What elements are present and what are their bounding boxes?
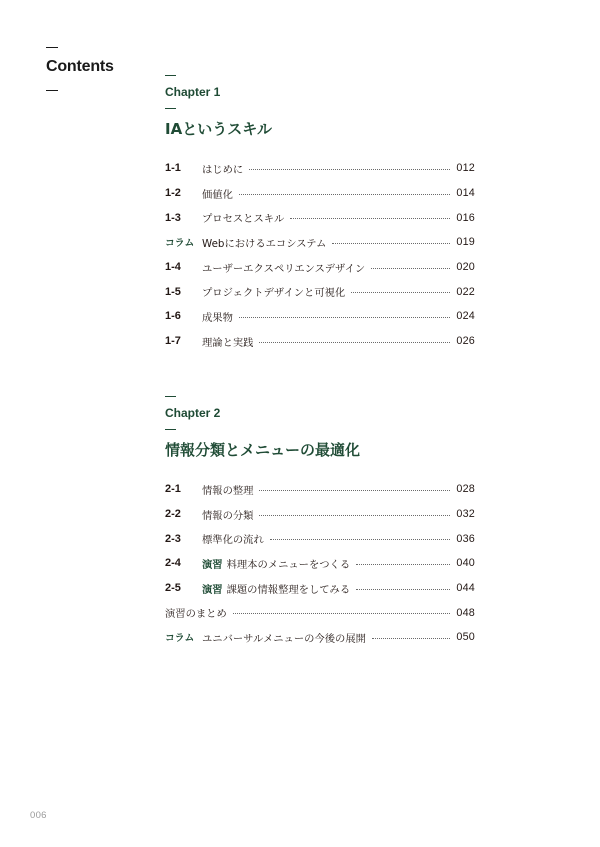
toc-entry[interactable] <box>165 502 475 527</box>
section-title: プロセスとスキル <box>202 213 285 226</box>
page-number: 020 <box>456 261 475 274</box>
section-number: 2-4 <box>165 557 181 570</box>
toc-entry-summary[interactable] <box>165 600 475 625</box>
section-number: 1-6 <box>165 310 181 323</box>
dot-leader <box>249 169 450 170</box>
toc-entry[interactable] <box>165 205 475 230</box>
section-number: 1-2 <box>165 187 181 200</box>
toc-list <box>165 156 475 354</box>
section-title: 標準化の流れ <box>202 534 264 547</box>
column-label: コラム <box>165 633 195 645</box>
section-title: Webにおけるエコシステム <box>202 237 327 250</box>
page-number: 044 <box>456 582 475 595</box>
section-number: 2-3 <box>165 532 181 545</box>
toc-entry[interactable] <box>165 477 475 502</box>
page-number: 026 <box>456 335 475 348</box>
page-number: 016 <box>456 211 475 224</box>
chapter-title: IAというスキル <box>165 120 273 138</box>
chapter-rule-bottom <box>165 108 176 109</box>
section-title: 成果物 <box>202 311 233 324</box>
chapter-label: Chapter 2 <box>165 406 221 420</box>
dot-leader <box>259 490 450 491</box>
page-number: 024 <box>456 310 475 323</box>
page-number: 028 <box>456 483 475 496</box>
section-title: ユニバーサルメニューの今後の展開 <box>202 632 366 645</box>
toc-entry[interactable] <box>165 156 475 181</box>
section-number: 1-7 <box>165 335 181 348</box>
column-label: コラム <box>165 238 195 250</box>
dot-leader <box>270 539 451 540</box>
chapter-label: Chapter 1 <box>165 85 221 99</box>
section-number: 2-5 <box>165 582 181 595</box>
page-number: 040 <box>456 557 475 570</box>
dot-leader <box>239 317 450 318</box>
dot-leader <box>371 268 450 269</box>
contents-heading: Contents <box>46 58 114 75</box>
section-title: 価値化 <box>202 188 233 201</box>
exercise-tag: 演習 <box>202 583 223 596</box>
chapter-rule-top <box>165 75 176 76</box>
section-title: プロジェクトデザインと可視化 <box>202 287 346 300</box>
chapter-title: 情報分類とメニューの最適化 <box>165 441 361 459</box>
toc-entry-exercise[interactable] <box>165 576 475 601</box>
chapter-rule-top <box>165 396 176 397</box>
dot-leader <box>356 564 450 565</box>
toc-entry[interactable] <box>165 279 475 304</box>
exercise-tag: 演習 <box>202 558 223 571</box>
section-title: 情報の分類 <box>202 509 254 522</box>
section-number: 1-1 <box>165 162 181 175</box>
page-number: 048 <box>456 606 475 619</box>
toc-entry[interactable] <box>165 304 475 329</box>
contents-rule-bottom <box>46 90 58 91</box>
page-number: 032 <box>456 508 475 521</box>
dot-leader <box>356 589 450 590</box>
dot-leader <box>233 613 451 614</box>
dot-leader <box>332 243 450 244</box>
page-number: 014 <box>456 187 475 200</box>
section-title: 料理本のメニューをつくる <box>226 558 351 571</box>
section-number: 1-4 <box>165 261 181 274</box>
dot-leader <box>290 218 450 219</box>
page-number: 050 <box>456 631 475 644</box>
dot-leader <box>259 342 450 343</box>
dot-leader <box>351 292 450 293</box>
dot-leader <box>239 194 450 195</box>
page-number: 022 <box>456 285 475 298</box>
dot-leader <box>372 638 450 639</box>
toc-entry-column[interactable] <box>165 625 475 650</box>
section-title: はじめに <box>202 163 244 176</box>
section-number: 2-1 <box>165 483 181 496</box>
page-number: 019 <box>456 236 475 249</box>
page-number: 036 <box>456 532 475 545</box>
toc-entry-exercise[interactable] <box>165 551 475 576</box>
page-number: 012 <box>456 162 475 175</box>
toc-entry[interactable] <box>165 329 475 354</box>
folio-page-number: 006 <box>30 810 47 821</box>
toc-entry[interactable] <box>165 181 475 206</box>
chapter-rule-bottom <box>165 429 176 430</box>
section-title: 理論と実践 <box>202 336 254 349</box>
section-title: 課題の情報整理をしてみる <box>226 583 351 596</box>
section-number: 1-3 <box>165 211 181 224</box>
toc-entry[interactable] <box>165 255 475 280</box>
toc-entry[interactable] <box>165 526 475 551</box>
section-title: ユーザーエクスペリエンスデザイン <box>202 262 366 275</box>
dot-leader <box>259 515 450 516</box>
toc-entry-column[interactable] <box>165 230 475 255</box>
section-number: 1-5 <box>165 285 181 298</box>
section-title: 情報の整理 <box>202 484 254 497</box>
toc-list <box>165 477 475 650</box>
section-number: 2-2 <box>165 508 181 521</box>
section-title: 演習のまとめ <box>165 608 227 621</box>
contents-rule-top <box>46 47 58 48</box>
